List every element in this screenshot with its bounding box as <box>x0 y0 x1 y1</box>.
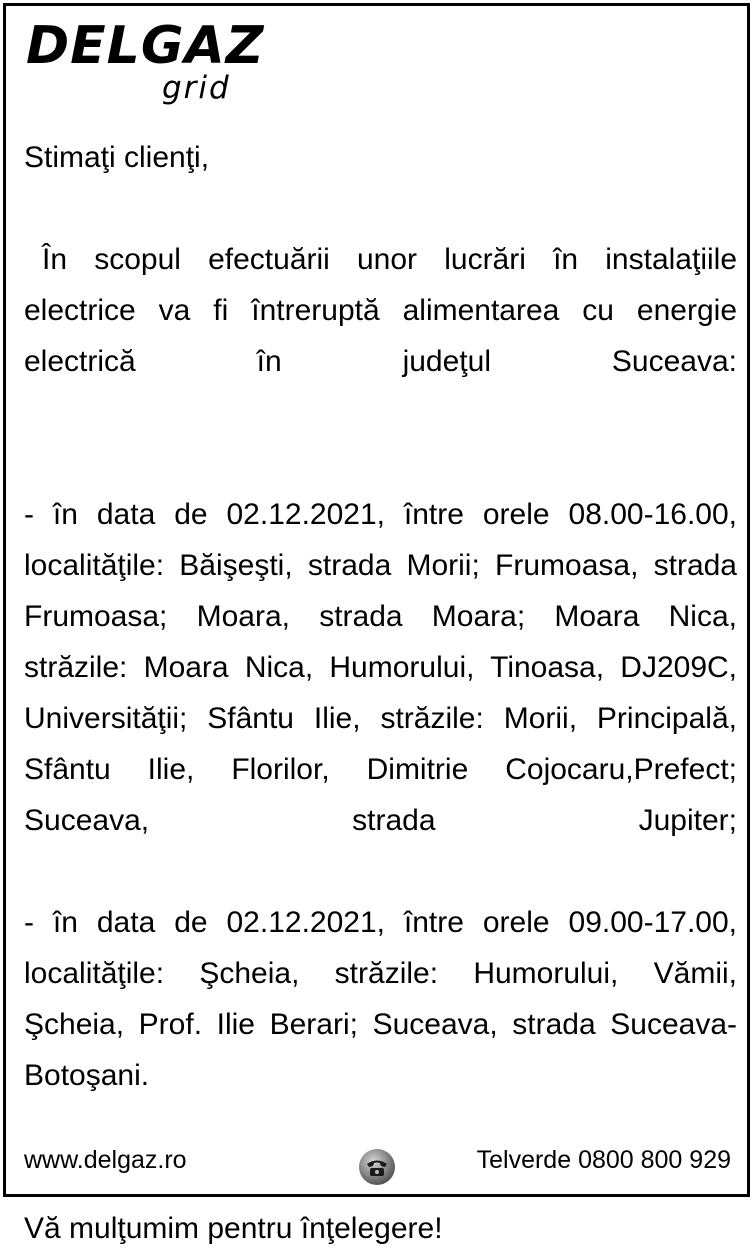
intro-paragraph: În scopul efectuării unor lucrări în instalaţiile electrice va fi întreruptă alimentarea cu energie electrică în judeţul Suceava: <box>24 243 737 378</box>
closing-line: Vă mulţumim pentru înţelegere! <box>24 1212 443 1245</box>
greeting: Stimaţi clienţi, <box>24 141 210 174</box>
outage-item-2: - în data de 02.12.2021, între orele 09.00-17.00, localităţile: Şcheia, străzile: Humorului, Vămii, Şcheia, Prof. Ilie Berari; Suceava, strada Suceava-Botoşani. <box>24 906 737 1092</box>
hotline-number[interactable]: Telverde 0800 800 929 <box>476 1146 731 1174</box>
website-link[interactable]: www.delgaz.ro <box>24 1146 187 1174</box>
logo-subtitle: grid <box>162 70 231 106</box>
notice-body <box>24 132 737 1254</box>
outage-item-1: - în data de 02.12.2021, între orele 08.00-16.00, localităţile: Băişeşti, strada Morii; Frumoasa, strada Frumoasa; Moara, strada Moara; Moara Nica, străzile: Moara Nica, Humorului, Tinoasa, DJ209C, Universităţii; Sfântu Ilie, străzile: Morii, Principală, Sfântu Ilie, Florilor, Dimitrie Cojocaru,Prefect; Suceava, strada Jupiter; <box>24 498 737 837</box>
logo-brand: DELGAZ <box>26 16 265 76</box>
telephone-icon <box>358 1148 396 1186</box>
delgaz-grid-logo <box>26 16 265 106</box>
notice-frame <box>3 3 750 1245</box>
footer <box>24 1146 737 1182</box>
